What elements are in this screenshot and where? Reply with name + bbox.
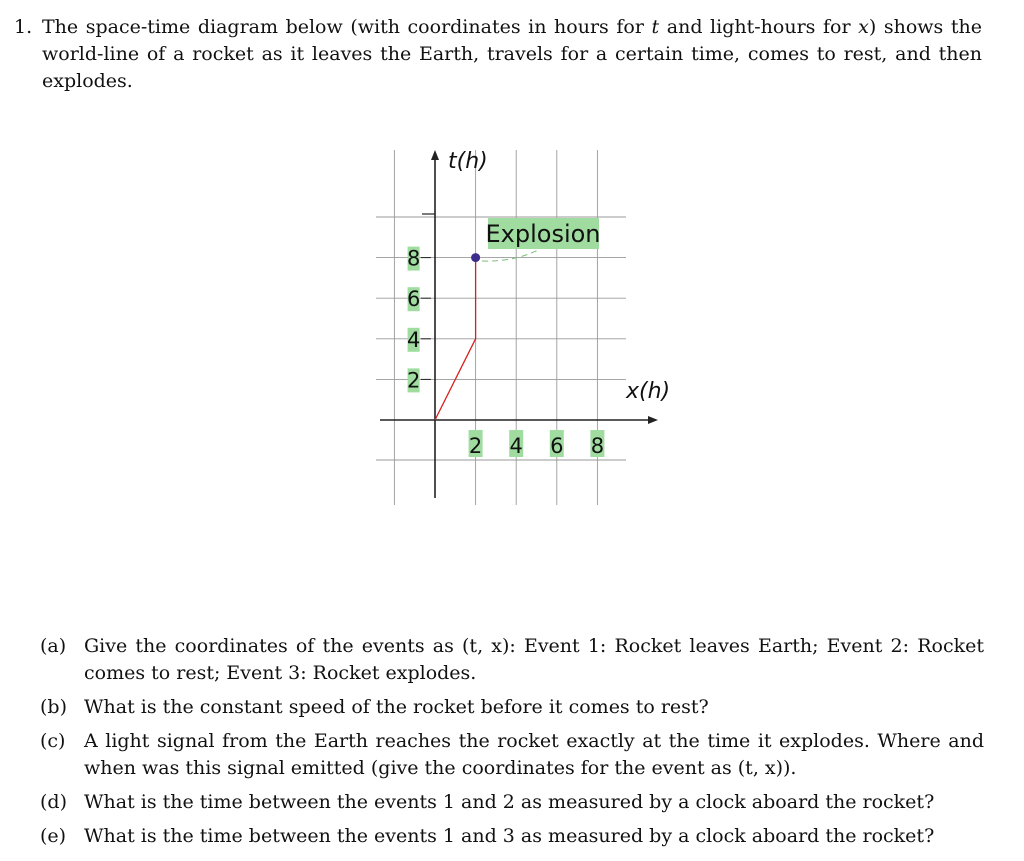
- problem-number: 1.: [14, 16, 33, 38]
- question-parts: [40, 633, 984, 857]
- part-d-text: What is the time between the events 1 and 2 as measured by a clock aboard the rocket?: [84, 791, 935, 813]
- tick-labels: [407, 247, 604, 458]
- explosion-label: Explosion: [485, 220, 601, 248]
- part-c-text: A light signal from the Earth reaches the rocket exactly at the time it explodes. Where and when was this signal emitted (give the coordinates for the event as (t, x)).: [84, 730, 984, 779]
- x-axis-arrow: [648, 416, 658, 424]
- variable-x: x: [858, 16, 869, 38]
- part-d: [40, 789, 984, 816]
- part-b-text: What is the constant speed of the rocket before it comes to rest?: [84, 696, 709, 718]
- t-tick-label: 8: [406, 246, 421, 271]
- t-axis-label: t(h): [448, 149, 488, 174]
- t-axis-arrow: [431, 150, 439, 160]
- part-a-text: Give the coordinates of the events as (t, x): Event 1: Rocket leaves Earth; Event 2: Rocket comes to rest; Event 3: Rocket explodes.: [84, 635, 984, 684]
- x-axis-label: x(h): [626, 379, 671, 404]
- part-b: [40, 694, 984, 721]
- part-a: [40, 633, 984, 687]
- t-tick-label: 2: [406, 368, 421, 393]
- part-b-label: (b): [40, 696, 67, 718]
- stem-part-b: and light-hours for: [659, 16, 859, 38]
- part-d-label: (d): [40, 791, 67, 813]
- stem-part-a: The space-time diagram below (with coordinates in hours for: [42, 16, 652, 38]
- explosion-pointer: [482, 249, 540, 261]
- x-tick-label: 8: [590, 434, 605, 458]
- part-e-label: (e): [40, 825, 67, 847]
- t-tick-label: 4: [406, 327, 421, 352]
- part-a-label: (a): [40, 635, 67, 657]
- x-tick-label: 4: [509, 434, 523, 458]
- part-e-text: What is the time between the events 1 and 3 as measured by a clock aboard the rocket?: [84, 825, 935, 847]
- x-tick-label: 6: [550, 434, 564, 458]
- part-c: [40, 728, 984, 782]
- part-e: [40, 823, 984, 850]
- stem-part-c: ) shows the world-line of a rocket as it leaves the Earth, travels for a certain time, comes to rest, and then explodes.: [42, 16, 982, 92]
- variable-t: t: [651, 16, 660, 38]
- part-c-label: (c): [40, 730, 66, 752]
- t-tick-label: 6: [406, 287, 421, 312]
- x-tick-label: 2: [468, 434, 483, 458]
- explosion-event-dot: [471, 253, 480, 262]
